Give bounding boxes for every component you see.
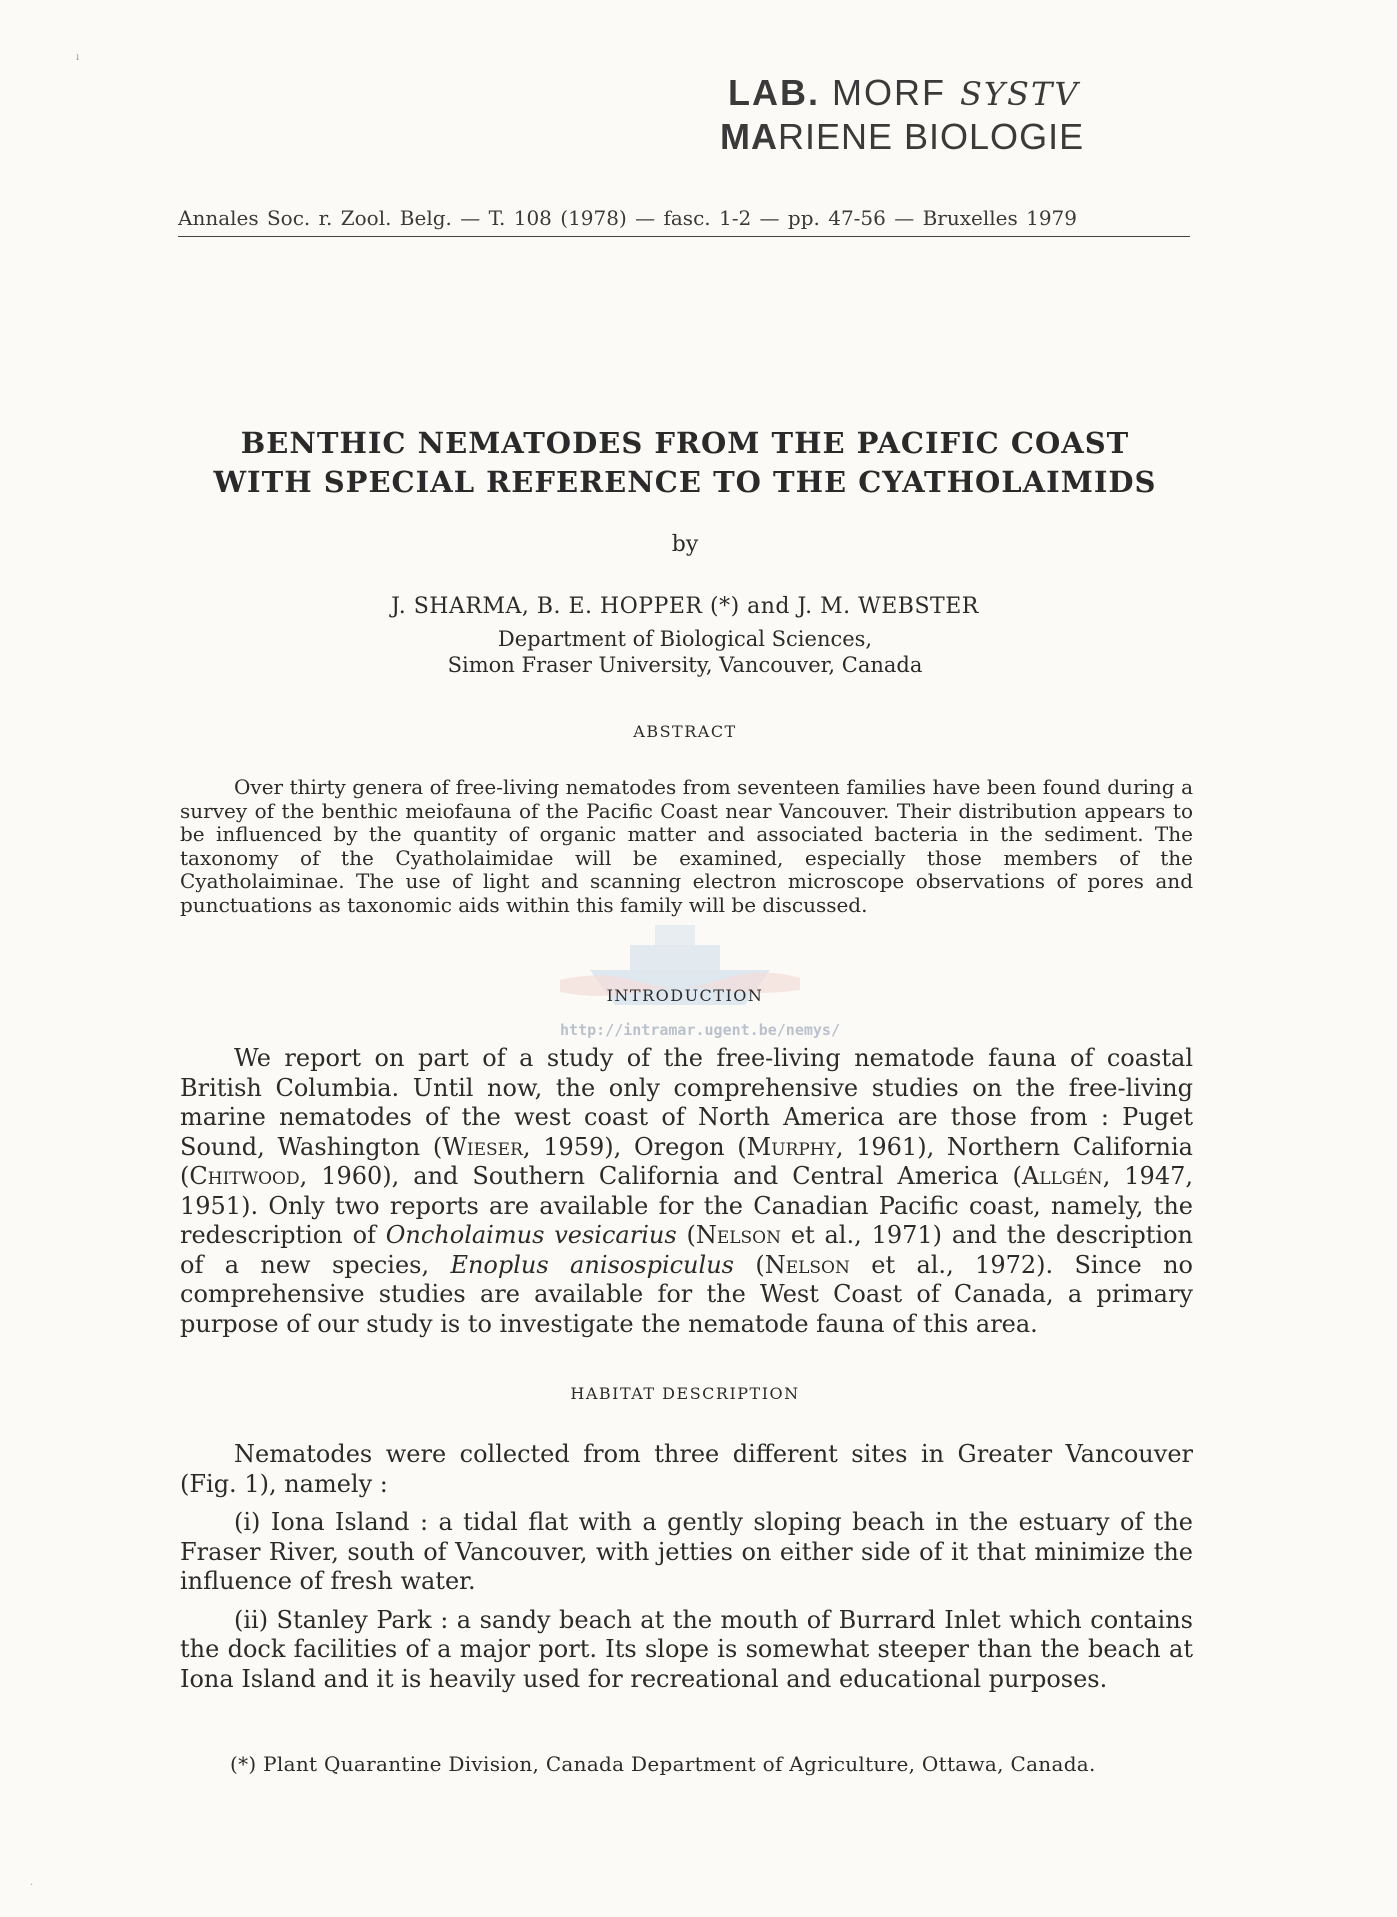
stamp-line-2: MARIENE BIOLOGIE [720,116,1085,157]
habitat-heading: HABITAT DESCRIPTION [570,1384,800,1403]
author-citation: Nelson [764,1250,850,1279]
journal-citation: Annales Soc. r. Zool. Belg. — T. 108 (1978) — fasc. 1-2 — pp. 47-56 — Bruxelles 1979 [178,206,1077,230]
species-name: Oncholaimus vesicarius [385,1221,677,1249]
introduction-heading: INTRODUCTION [606,986,764,1005]
habitat-paragraph-1: Nematodes were collected from three different sites in Greater Vancouver (Fig. 1), namely : [180,1440,1193,1498]
authors: J. SHARMA, B. E. HOPPER (*) and J. M. WEBSTER [391,594,979,619]
watermark-url: http://intramar.ugent.be/nemys/ [560,1021,840,1039]
scan-speck: ı [76,52,80,63]
title-line-2: WITH SPECIAL REFERENCE TO THE CYATHOLAIMIDS [213,465,1157,499]
species-name: Enoplus anisospiculus [450,1250,734,1279]
title-line-1: BENTHIC NEMATODES FROM THE PACIFIC COAST [240,426,1130,460]
stamp-line-1: LAB. MORF SYSTV [728,72,1080,113]
introduction-text [180,1044,1193,1339]
abstract-text [180,776,1193,917]
scan-speck: · [30,1880,34,1891]
affiliation-department: Department of Biological Sciences, [497,627,873,651]
habitat-text [180,1440,1193,1694]
author-citation: Nelson [695,1221,781,1249]
author-citation: Murphy [746,1132,836,1161]
paper-title [180,424,1190,502]
habitat-paragraph-2: (i) Iona Island : a tidal flat with a gently sloping beach in the estuary of the Fraser River, south of Vancouver, with jetties on either side of it that minimize the influence of fresh water. [180,1508,1193,1595]
affiliation [180,626,1190,678]
header-rule [178,236,1190,237]
author-citation: Wieser [442,1132,523,1161]
introduction-paragraph: We report on part of a study of the free-living nematode fauna of coastal British Columbia. Until now, the only comprehensive studies on the free-living marine nematodes of the west coast of North America are those from : Puget Sound, Washington (Wieser, 1959), Oregon (Murphy, 1961), Northern California (Chitwood, 1960), and Southern California and Central America (Allgén, 1947, 1951). Only two reports are available for the Canadian Pacific coast, namely, the redescription of Oncholaimus vesicarius (Nelson et al., 1971) and the description of a new species, Enoplus anisospiculus (Nelson et al., 1972). Since no comprehensive studies are available for the West Coast of Canada, a primary purpose of our study is to investigate the nematode fauna of this area. [180,1044,1193,1338]
by-line: by [671,532,699,557]
author-citation: Allgén [1021,1162,1103,1190]
library-stamp [720,72,1240,172]
affiliation-university: Simon Fraser University, Vancouver, Canada [447,653,923,677]
footnote: (*) Plant Quarantine Division, Canada Department of Agriculture, Ottawa, Canada. [230,1752,1096,1776]
abstract-heading: ABSTRACT [633,722,737,741]
author-citation: Chitwood [189,1162,300,1190]
habitat-paragraph-3: (ii) Stanley Park : a sandy beach at the mouth of Burrard Inlet which contains the dock facilities of a major port. Its slope is somewhat steeper than the beach at Iona Island and it is heavily used for recreational and educational purposes. [180,1605,1193,1693]
abstract-paragraph: Over thirty genera of free-living nematodes from seventeen families have been found during a survey of the benthic meiofauna of the Pacific Coast near Vancouver. Their distribution appears to be influenced by the quantity of organic matter and associated bacteria in the sediment. The taxonomy of the Cyatholaimidae will be examined, especially those members of the Cyatholaiminae. The use of light and scanning electron microscope observations of pores and punctuations as taxonomic aids within this family will be discussed. [180,775,1193,917]
